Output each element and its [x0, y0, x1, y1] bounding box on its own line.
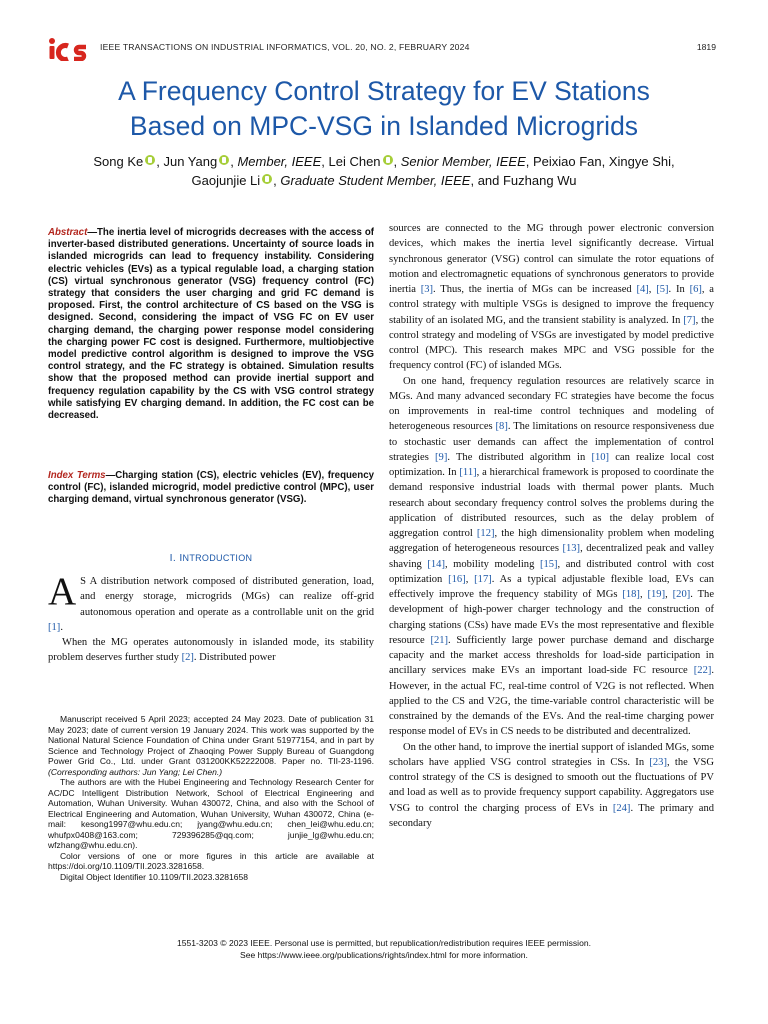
citation-link[interactable]: [20]	[672, 589, 691, 600]
author-name: , Jun Yang	[156, 154, 218, 169]
citation-link[interactable]: [13]	[562, 543, 581, 555]
paragraph-text: ,	[665, 589, 673, 600]
citation-link[interactable]: [9]	[435, 451, 448, 463]
author-name: Gaojunjie Li	[191, 173, 261, 188]
citation-link[interactable]: [5]	[656, 284, 669, 295]
author-role: Member, IEEE	[237, 154, 322, 169]
paragraph-text: , a hierarchical framework is proposed to coordinate the demand responsive industrial loads with thermal power plants. Much research about secondary frequency control solves the problems during the application of distributed resources, such as the delay problem of aggregation control	[389, 467, 714, 539]
footnote-affiliation: The authors are with the Hubei Engineering and Technology Research Center for AC/DC Intelligent Distribution Network, School of Electrical Engineering and Automation, Wuhan University. Wuhan 430072, China, and also with the School of Electrical Engineering and Automation, Wuhan University, Wuhan 430072, China (e-mail: kesong1997@whu.edu.cn; jyang@whu.edu.cn; chen_lei@whu.edu.cn; whufpx0408@163.com; 729396285@qq.com; junjie_lg@whu.edu.cn; wfzhang@whu.edu.cn).	[48, 777, 374, 850]
author-role: Graduate Student Member, IEEE	[280, 173, 471, 188]
paragraph-text: , decentralized peak and valley shaving	[389, 543, 714, 570]
paragraph-text: , mobility modeling	[444, 558, 540, 570]
citation-link[interactable]: [22]	[693, 665, 712, 677]
author-name: , Lei Chen	[321, 154, 381, 169]
body-paragraph	[389, 374, 714, 740]
abstract-text: —The inertia level of microgrids decreases with the access of inverter-based distributed generations. Uncertainty of source loads in islanded microgrids can lead to frequency instability. Considering electric vehicles (EVs) as a typical regulable load, a charging station (CS) virtual synchronous generator (VSG) frequency control (FC) strategy that considers the user charging and grid FC demand is proposed. First, the control architecture of CS based on the VSG is designed. Second, considering the impact of VSG FC on EV user charging demand, the charging power response model considering the charging power FC cost is designed. Furthermore, multiobjective model predictive control algorithm is designed to improve the VSG control strategy, and the FC strategy is obtained. Simulation results show that the proposed method can provide inertial support and frequency regulation capability by the CS with VSG control strategy while satisfying EV charging demand. In addition, the FC cost can be decreased.	[48, 227, 374, 422]
citation-link[interactable]: [8]	[495, 421, 508, 433]
footnote-manuscript	[48, 714, 374, 777]
paragraph-text: . The limitations on resource responsiveness due to stochastic user demands can affect the implementation of control strategies	[389, 421, 714, 463]
index-terms-text: —Charging station (CS), electric vehicles (EV), frequency control (FC), islanded microgrid, model predictive control (MPC), user charging demand, virtual synchronous generator (VSG).	[48, 470, 374, 506]
footnote-doi: Digital Object Identifier 10.1109/TII.2023.3281658	[60, 871, 248, 882]
citation-link[interactable]: [19]	[647, 589, 666, 600]
author-separator: ,	[230, 154, 238, 169]
citation-link[interactable]: [6]	[689, 284, 702, 295]
section-heading-introduction	[48, 552, 374, 564]
title-line-1: A Frequency Control Strategy for EV Stations	[118, 76, 650, 106]
corresponding-authors: (Corresponding authors: Jun Yang; Lei Chen.)	[48, 766, 223, 777]
author-separator: ,	[393, 154, 401, 169]
paragraph-text: , the control strategy and modeling of VSGs are investigated by model predictive control (MPC). This research makes MPC and VSG possible for the frequency control (FC) of islanded MGs.	[389, 314, 714, 372]
ies-logo	[48, 37, 88, 61]
paragraph-text: , the high dimensionality problem when modeling aggregation of heterogeneous resources	[389, 528, 714, 555]
citation-link[interactable]: [21]	[430, 634, 449, 646]
section-numeral: I.	[169, 552, 180, 564]
citation-link[interactable]: [4]	[636, 284, 649, 295]
paragraph-text: ,	[639, 589, 648, 600]
paragraph-text: , and distributed control with cost optimization	[389, 558, 714, 585]
author-role: Senior Member, IEEE	[400, 154, 526, 169]
paragraph-text: ,	[465, 573, 475, 585]
author-list	[40, 152, 728, 190]
orcid-icon[interactable]	[383, 155, 393, 165]
citation-link[interactable]: [15]	[539, 558, 558, 570]
paragraph-text: . In	[668, 284, 690, 295]
paragraph-text: When the MG operates autonomously in islanded mode, its stability problem deserves further study	[48, 637, 374, 664]
paragraph-text: sources are connected to the MG through power electronic conversion devices, which makes the inertia level significantly decrease. Virtual synchronous generator (VSG) control can simulate the rotor equations of motion and electromagnetic equations of synchronous generators to provide inertia	[389, 223, 714, 295]
page-header	[48, 40, 716, 62]
section-title-initial: I	[179, 552, 183, 564]
orcid-icon[interactable]	[219, 155, 229, 165]
paragraph-text: On the other hand, to improve the inertial support of islanded MGs, some scholars have applied VSG control strategies in CSs. In	[389, 741, 714, 768]
abstract	[48, 227, 374, 422]
index-terms	[48, 470, 374, 507]
index-terms-label: Index Terms	[48, 470, 106, 481]
paragraph-text: . The development of high-power charger technology and the construction of charging stations (CSs) have made EVs the most representative and flexible resource	[389, 589, 714, 646]
citation-link[interactable]: [10]	[591, 451, 610, 463]
intro-paragraph	[48, 635, 374, 666]
paragraph-text: .	[60, 621, 63, 633]
paragraph-text: . The distributed algorithm in	[447, 451, 592, 463]
paragraph-text: ,	[648, 284, 657, 295]
right-column-body	[389, 221, 714, 831]
orcid-icon[interactable]	[262, 174, 272, 184]
author-name: , and Fuzhang Wu	[470, 173, 577, 188]
citation-link[interactable]: [2]	[181, 652, 194, 664]
footnote-color-versions: Color versions of one or more figures in this article are available at https://doi.org/10.1109/TII.2023.3281658.	[48, 850, 374, 871]
title-line-2: Based on MPC-VSG in Islanded Microgrids	[129, 111, 639, 141]
page-number: 1819	[696, 42, 716, 52]
citation-link[interactable]: [1]	[48, 621, 61, 633]
paragraph-text: On one hand, frequency regulation resources are relatively scarce in MGs. And many advanced secondary FC strategies have become the focus on improvements in real-time control techniques and modeling of heterogeneous resources	[389, 375, 714, 433]
copyright-footer	[40, 938, 728, 961]
citation-link[interactable]: [23]	[649, 756, 667, 768]
paragraph-text: . The primary and secondary	[389, 802, 714, 829]
author-separator: ,	[273, 173, 281, 188]
paragraph-text: , a control strategy with multiple VSGs is designed to improve the frequency stability of an isolated MG, and the transient stability is analyzed. In	[389, 284, 714, 326]
body-paragraph	[389, 221, 714, 374]
orcid-icon[interactable]	[145, 155, 155, 165]
paragraph-text: can realize local cost optimization. In	[389, 451, 714, 478]
paragraph-text: S A distribution network composed of distributed generation, load, and energy storage, microgrids (MGs) can realize off-grid autonomous operation and operate as a controllable unit on the grid	[80, 576, 374, 618]
citation-link[interactable]: [12]	[476, 528, 495, 539]
copyright-line: 1551-3203 © 2023 IEEE. Personal use is permitted, but republication/redistribution requires IEEE permission.	[177, 938, 591, 948]
section-title-rest: NTRODUCTION	[182, 553, 253, 563]
introduction-body	[48, 570, 374, 666]
paper-title	[40, 74, 728, 144]
abstract-label: Abstract	[48, 227, 88, 238]
author-name: Song Ke	[93, 154, 144, 169]
first-page-footnote	[48, 714, 374, 882]
citation-link[interactable]: [7]	[683, 314, 696, 326]
rights-link-line: See https://www.ieee.org/publications/rights/index.html for more information.	[240, 949, 528, 960]
paragraph-text: . However, in the actual FC, real-time control of V2G is not reflected. When applied to the CS and V2G, the time-variable control characteristic will be constrained by the demands of the EVs. And the real-time charging power response model of EVs in CS needs to be distributed and decentralized.	[389, 665, 714, 738]
citation-link[interactable]: [18]	[622, 589, 640, 600]
citation-link[interactable]: [24]	[612, 802, 631, 814]
citation-link[interactable]: [3]	[420, 284, 434, 295]
citation-link[interactable]: [17]	[474, 573, 492, 585]
citation-link[interactable]: [11]	[459, 467, 477, 478]
footnote-text: Manuscript received 5 April 2023; accepted 24 May 2023. Date of publication 31 May 2023; date of current version 19 January 2024. This work was supported by the National Natural Science Foundation of China under Grant 51977154, and in part by Science and Technology Project of Zhaoqing Power Supply Bureau of Guangdong Power Grid Co., Ltd. under Grant 031200KK52222008. Paper no. TII-23-1196.	[48, 714, 374, 766]
paragraph-text: . Distributed power	[193, 652, 276, 664]
paragraph-text: . Thus, the inertia of MGs can be increased	[433, 284, 637, 295]
citation-link[interactable]: [14]	[427, 558, 445, 570]
paragraph-text: . Sufficiently large power purchase demand and discharge capacity and the market access thresholds for load-side participation in ancillary services make EVs an important load-side FC resource	[389, 634, 715, 677]
body-paragraph	[389, 740, 714, 832]
paragraph-text: . As a typical adjustable flexible load, EVs can effectively improve the frequency stability of MGs	[389, 573, 714, 600]
citation-link[interactable]: [16]	[448, 573, 466, 585]
intro-paragraph	[48, 570, 374, 635]
author-name: , Peixiao Fan, Xingye Shi,	[525, 154, 675, 169]
paragraph-text: , the VSG control strategy of the CS is designed to smooth out the fluctuations of PV and load as well as to provide frequency support capability. Aggregators use VSG to control the charging process of EVs in	[389, 756, 714, 814]
drop-cap: A	[48, 570, 77, 613]
journal-name: IEEE TRANSACTIONS ON INDUSTRIAL INFORMATICS, VOL. 20, NO. 2, FEBRUARY 2024	[100, 42, 470, 52]
